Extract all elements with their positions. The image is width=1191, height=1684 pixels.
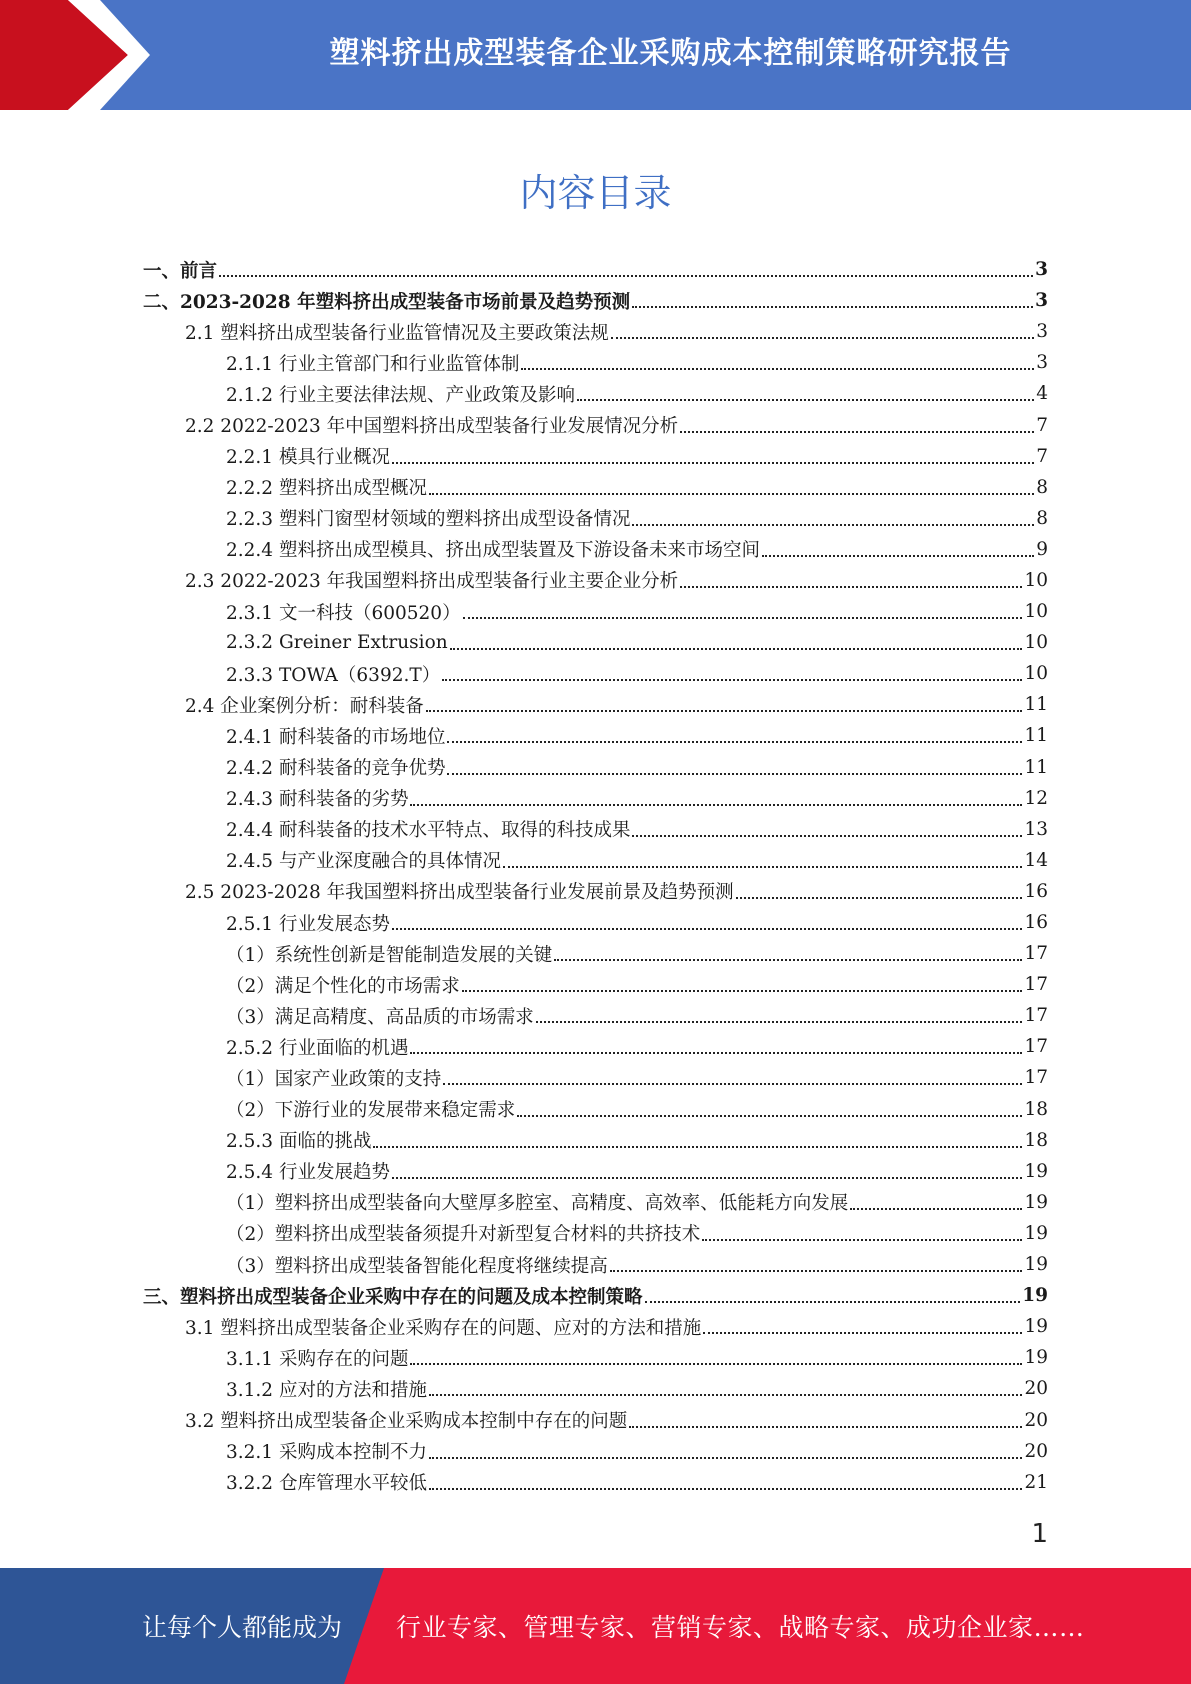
toc-entry[interactable]: [143, 720, 1048, 751]
toc-entry-title: 2.5 2023-2028 年我国塑料挤出成型装备行业发展前景及趋势预测: [185, 882, 734, 904]
toc-dot-leader: [462, 989, 1023, 992]
toc-entry-title: 2.2.2 塑料挤出成型概况: [226, 478, 427, 500]
toc-entry-page: 8: [1036, 507, 1048, 529]
toc-entry-page: 19: [1024, 1222, 1048, 1244]
toc-dot-leader: [517, 1114, 1022, 1117]
toc-entry-title: 3.1.1 采购存在的问题: [226, 1348, 409, 1370]
toc-entry-page: 19: [1024, 1254, 1048, 1276]
toc-entry-page: 17: [1024, 974, 1048, 996]
toc-entry-title: （2）下游行业的发展带来稳定需求: [226, 1100, 516, 1122]
toc-dot-leader: [447, 740, 1022, 743]
toc-entry-page: 10: [1024, 601, 1048, 623]
toc-entry-page: 19: [1022, 1285, 1048, 1307]
toc-dot-leader: [610, 1269, 1023, 1272]
toc-entry-page: 19: [1024, 1347, 1048, 1369]
toc-entry[interactable]: [143, 1000, 1048, 1031]
toc-entry-page: 4: [1036, 383, 1048, 405]
toc-entry[interactable]: [143, 1156, 1048, 1187]
toc-entry[interactable]: [143, 689, 1048, 720]
toc-dot-leader: [632, 305, 1033, 308]
toc-entry[interactable]: [143, 969, 1048, 1000]
toc-entry-title: （2）满足个性化的市场需求: [226, 975, 460, 997]
toc-heading: 内容目录: [519, 171, 672, 215]
toc-entry-title: 2.1.2 行业主要法律法规、产业政策及影响: [226, 384, 575, 406]
toc-entry-page: 11: [1024, 694, 1048, 716]
toc-dot-leader: [536, 1020, 1023, 1023]
toc-dot-leader: [554, 958, 1022, 961]
toc-entry[interactable]: [143, 1031, 1048, 1062]
toc-entry-title: 2.4.1 耐科装备的市场地位: [226, 726, 446, 748]
toc-dot-leader: [447, 772, 1022, 775]
toc-entry-page: 19: [1024, 1191, 1048, 1213]
toc-entry-page: 16: [1024, 880, 1048, 902]
toc-entry[interactable]: [143, 752, 1048, 783]
toc-entry-title: 2.5.2 行业面临的机遇: [226, 1037, 409, 1059]
toc-entry-page: 11: [1024, 756, 1048, 778]
toc-entry[interactable]: [143, 1218, 1048, 1249]
toc-entry[interactable]: [143, 876, 1048, 907]
toc-entry[interactable]: [143, 814, 1048, 845]
toc-entry-title: 2.3 2022-2023 年我国塑料挤出成型装备行业主要企业分析: [185, 571, 679, 593]
toc-entry-title: 2.3.3 TOWA（6392.T）: [226, 664, 441, 686]
footer-slogan-right: 行业专家、管理专家、营销专家、战略专家、成功企业家……: [396, 1613, 1085, 1642]
toc-dot-leader: [426, 709, 1023, 712]
toc-entry-page: 11: [1024, 725, 1048, 747]
toc-entry-title: 2.4.2 耐科装备的竞争优势: [226, 758, 446, 780]
toc-entry-page: 13: [1024, 818, 1048, 840]
toc-entry-title: 3.1 塑料挤出成型装备企业采购存在的问题、应对的方法和措施: [185, 1317, 702, 1339]
toc-entry[interactable]: [143, 1062, 1048, 1093]
toc-entry[interactable]: [143, 1467, 1048, 1498]
toc-entry-title: 2.5.4 行业发展趋势: [226, 1162, 390, 1184]
toc-dot-leader: [392, 1176, 1022, 1179]
toc-entry-title: 2.4.3 耐科装备的劣势: [226, 789, 409, 811]
toc-entry-page: 3: [1036, 352, 1048, 374]
toc-dot-leader: [577, 398, 1034, 401]
toc-entry-title: 一、前言: [143, 260, 218, 282]
toc-dot-leader: [392, 461, 1034, 464]
toc-entry-page: 7: [1036, 445, 1048, 467]
toc-dot-leader: [680, 585, 1022, 588]
toc-entry-title: 二、2023-2028 年塑料挤出成型装备市场前景及趋势预测: [143, 291, 631, 313]
toc-entry-title: 2.4.5 与产业深度融合的具体情况: [226, 851, 501, 873]
toc-dot-leader: [429, 1393, 1022, 1396]
toc-entry-page: 10: [1024, 632, 1048, 654]
toc-entry-title: 2.5.3 面临的挑战: [226, 1131, 372, 1153]
toc-entry-title: 三、塑料挤出成型装备企业采购中存在的问题及成本控制策略: [143, 1286, 643, 1308]
toc-entry[interactable]: [143, 565, 1048, 596]
toc-entry[interactable]: [143, 503, 1048, 534]
toc-entry[interactable]: [143, 347, 1048, 378]
toc-entry-title: 3.2.2 仓库管理水平较低: [226, 1473, 427, 1495]
toc-entry-title: 3.2 塑料挤出成型装备企业采购成本控制中存在的问题: [185, 1411, 628, 1433]
toc-entry-page: 16: [1024, 912, 1048, 934]
toc-dot-leader: [632, 834, 1022, 837]
toc-entry-title: 2.2.3 塑料门窗型材领域的塑料挤出成型设备情况: [226, 509, 631, 531]
toc-entry-page: 20: [1024, 1440, 1048, 1462]
toc-entry-title: 2.2.4 塑料挤出成型模具、挤出成型装置及下游设备未来市场空间: [226, 540, 760, 562]
toc-entry[interactable]: [143, 285, 1048, 316]
toc-entry-title: 3.2.1 采购成本控制不力: [226, 1442, 427, 1464]
toc-dot-leader: [410, 1051, 1022, 1054]
toc-entry[interactable]: [143, 783, 1048, 814]
toc-entry-title: 3.1.2 应对的方法和措施: [226, 1379, 427, 1401]
toc-entry-page: 14: [1024, 849, 1048, 871]
toc-entry[interactable]: [143, 1125, 1048, 1156]
toc-entry-title: 2.1.1 行业主管部门和行业监管体制: [226, 353, 520, 375]
toc-entry[interactable]: [143, 1094, 1048, 1125]
toc-entry[interactable]: [143, 1404, 1048, 1435]
toc-entry-page: 17: [1024, 943, 1048, 965]
toc-entry-page: 19: [1024, 1316, 1048, 1338]
report-title: 塑料挤出成型装备企业采购成本控制策略研究报告: [329, 36, 1012, 71]
toc-entry-title: 2.4.4 耐科装备的技术水平特点、取得的科技成果: [226, 820, 631, 842]
toc-entry-page: 21: [1024, 1471, 1048, 1493]
toc-entry[interactable]: [143, 845, 1048, 876]
toc-dot-leader: [219, 274, 1033, 277]
toc-entry[interactable]: [143, 658, 1048, 689]
toc-dot-leader: [850, 1207, 1022, 1210]
toc-dot-leader: [429, 492, 1034, 495]
toc-entry-title: （3）塑料挤出成型装备智能化程度将继续提高: [226, 1255, 608, 1277]
toc-entry[interactable]: [143, 409, 1048, 440]
toc-entry[interactable]: [143, 907, 1048, 938]
toc-dot-leader: [703, 1331, 1022, 1334]
toc-entry[interactable]: [143, 1187, 1048, 1218]
toc-entry-title: 2.2 2022-2023 年中国塑料挤出成型装备行业发展情况分析: [185, 416, 679, 438]
toc-dot-leader: [410, 803, 1022, 806]
toc-dot-leader: [521, 367, 1034, 370]
toc-entry-page: 10: [1024, 569, 1048, 591]
toc-dot-leader: [442, 678, 1022, 681]
toc-entry[interactable]: [143, 596, 1048, 627]
toc-dot-leader: [680, 430, 1034, 433]
toc-entry-title: 2.4 企业案例分析：耐科装备: [185, 695, 424, 717]
footer-slogan-left: 让每个人都能成为: [142, 1613, 343, 1642]
toc-entry-title: 2.1 塑料挤出成型装备行业监管情况及主要政策法规: [185, 322, 609, 344]
toc-entry-page: 3: [1036, 321, 1048, 343]
toc-entry-title: （2）塑料挤出成型装备须提升对新型复合材料的共挤技术: [226, 1224, 701, 1246]
toc-entry-page: 3: [1035, 290, 1048, 312]
toc-entry[interactable]: [143, 1342, 1048, 1373]
report-header-banner: [0, 0, 1191, 110]
toc-entry-page: 9: [1036, 538, 1048, 560]
toc-dot-leader: [629, 1425, 1022, 1428]
toc-entry-title: 2.5.1 行业发展态势: [226, 913, 390, 935]
toc-entry[interactable]: [143, 316, 1048, 347]
toc-entry-page: 12: [1024, 787, 1048, 809]
toc-entry[interactable]: [143, 378, 1048, 409]
toc-dot-leader: [762, 554, 1034, 557]
toc-dot-leader: [443, 1082, 1022, 1085]
toc-entry-page: 3: [1035, 259, 1048, 281]
toc-entry-title: （3）满足高精度、高品质的市场需求: [226, 1006, 534, 1028]
footer-banner: [0, 1568, 1191, 1684]
toc-entry-title: 2.3.2 Greiner Extrusion: [226, 632, 448, 654]
toc-entry[interactable]: [143, 472, 1048, 503]
toc-dot-leader: [392, 927, 1022, 930]
toc-entry[interactable]: [143, 1249, 1048, 1280]
table-of-contents: [143, 254, 1048, 1498]
toc-entry[interactable]: [143, 1280, 1048, 1311]
toc-dot-leader: [503, 865, 1022, 868]
toc-entry[interactable]: [143, 441, 1048, 472]
toc-entry-page: 18: [1024, 1129, 1048, 1151]
toc-dot-leader: [429, 1487, 1022, 1490]
toc-entry[interactable]: [143, 1436, 1048, 1467]
toc-dot-leader: [736, 896, 1023, 899]
toc-dot-leader: [450, 647, 1023, 650]
toc-entry-title: 2.2.1 模具行业概况: [226, 447, 390, 469]
toc-dot-leader: [611, 336, 1034, 339]
toc-dot-leader: [463, 616, 1023, 619]
toc-entry-page: 7: [1036, 414, 1048, 436]
toc-entry[interactable]: [143, 627, 1048, 658]
toc-entry-page: 8: [1036, 476, 1048, 498]
toc-entry-page: 17: [1024, 1005, 1048, 1027]
toc-dot-leader: [645, 1300, 1021, 1303]
page-number: 1: [1031, 1519, 1048, 1549]
toc-entry-page: 17: [1024, 1036, 1048, 1058]
toc-dot-leader: [373, 1145, 1022, 1148]
toc-entry[interactable]: [143, 1311, 1048, 1342]
toc-entry-title: 2.3.1 文一科技（600520）: [226, 602, 461, 624]
toc-entry[interactable]: [143, 534, 1048, 565]
toc-entry[interactable]: [143, 938, 1048, 969]
toc-entry[interactable]: [143, 254, 1048, 285]
toc-dot-leader: [702, 1238, 1022, 1241]
toc-entry-page: 10: [1024, 663, 1048, 685]
toc-dot-leader: [632, 523, 1034, 526]
toc-dot-leader: [429, 1456, 1022, 1459]
toc-entry-title: （1）系统性创新是智能制造发展的关键: [226, 944, 553, 966]
toc-dot-leader: [410, 1362, 1022, 1365]
toc-entry[interactable]: [143, 1373, 1048, 1404]
toc-entry-title: （1）国家产业政策的支持: [226, 1068, 442, 1090]
toc-entry-page: 19: [1024, 1160, 1048, 1182]
toc-entry-title: （1）塑料挤出成型装备向大壁厚多腔室、高精度、高效率、低能耗方向发展: [226, 1193, 849, 1215]
toc-entry-page: 20: [1024, 1409, 1048, 1431]
toc-entry-page: 18: [1024, 1098, 1048, 1120]
header-arrow-decoration: [0, 0, 150, 110]
toc-entry-page: 17: [1024, 1067, 1048, 1089]
toc-entry-page: 20: [1024, 1378, 1048, 1400]
